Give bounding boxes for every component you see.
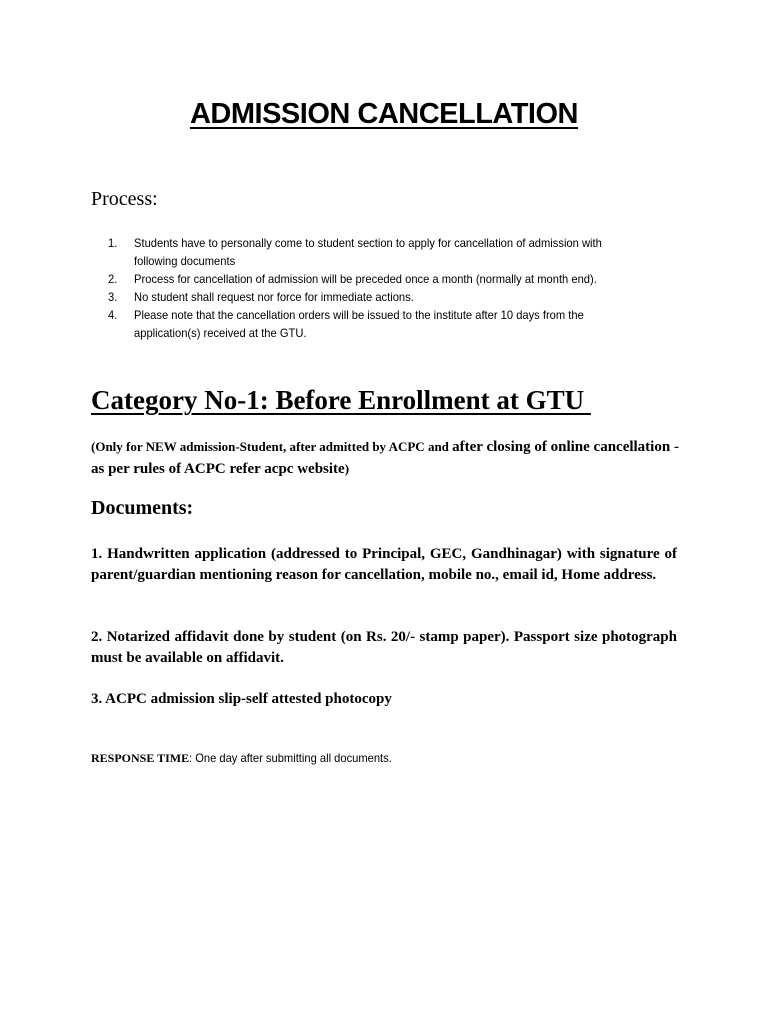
process-heading: Process: <box>91 188 158 210</box>
list-item <box>108 234 647 270</box>
response-time-value: : One day after submitting all documents. <box>189 751 392 765</box>
category-heading: Category No-1: Before Enrollment at GTU <box>91 385 591 415</box>
documents-heading: Documents: <box>91 497 194 519</box>
list-item-number: 2. <box>108 272 118 286</box>
list-item-text: Please note that the cancellation orders will be issued to the institute after 10 days from the application(s) received at the GTU. <box>134 308 584 340</box>
process-list <box>108 234 647 342</box>
list-item-text: No student shall request nor force for immediate actions. <box>134 290 414 304</box>
list-item-number: 4. <box>108 308 118 322</box>
list-item-text: Students have to personally come to student section to apply for cancellation of admission with following documents <box>134 236 602 268</box>
category-note-part2: after closing of online cancellation - as per rules of ACPC refer acpc website <box>91 439 679 477</box>
list-item <box>108 306 647 342</box>
list-item-number: 1. <box>108 236 118 250</box>
list-item <box>108 288 647 306</box>
response-time-label: RESPONSE TIME <box>91 751 190 765</box>
document-item-notarized-affidavit: 2. Notarized affidavit done by student (on Rs. 20/- stamp paper). Passport size photograph must be available on affidavit. <box>91 629 677 666</box>
document-item-handwritten-application: 1. Handwritten application (addressed to Principal, GEC, Gandhinagar) with signature of parent/guardian mentioning reason for cancellation, mobile no., email id, Home address. <box>91 546 677 583</box>
response-time <box>91 751 407 766</box>
list-item-number: 3. <box>108 290 118 304</box>
list-item <box>108 270 647 288</box>
category-note <box>91 436 683 480</box>
category-note-part3: ) <box>344 461 350 476</box>
list-item-text: Process for cancellation of admission will be preceded once a month (normally at month end). <box>134 272 597 286</box>
document-item-acpc-slip: 3. ACPC admission slip-self attested photocopy <box>91 691 392 707</box>
document-title: ADMISSION CANCELLATION <box>189 98 578 130</box>
category-note-part1: (Only for NEW admission-Student, after admitted by ACPC and <box>91 439 453 454</box>
